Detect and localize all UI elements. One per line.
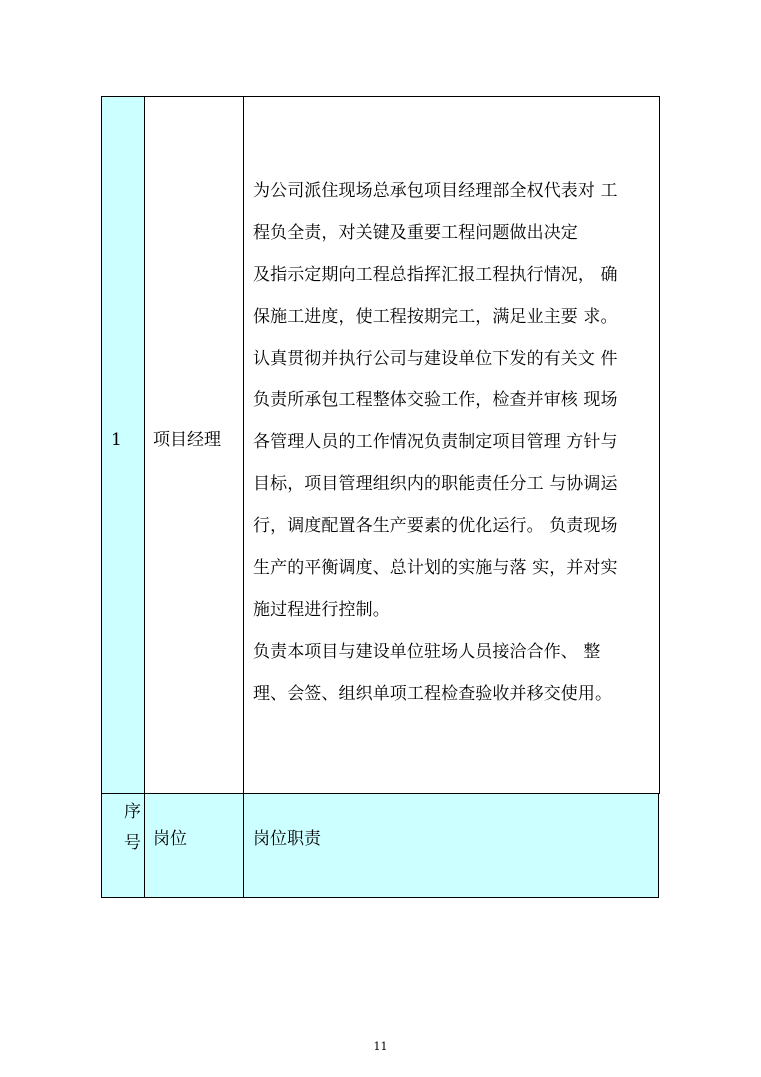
row-1-role-cell [144,96,244,794]
duty-line: 目标，项目管理组织内的职能责任分工 与协调运 [253,474,618,495]
header-number-line: 号 [124,833,141,853]
row-1-duty-text [253,176,653,721]
duty-line: 为公司派住现场总承包项目经理部全权代表对 工 [253,181,618,201]
duty-line: 负责所承包工程整体交验工作，检查并审核 现场 [253,390,618,411]
duty-line: 施过程进行控制。 [253,599,390,620]
header-duty: 岗位职责 [253,829,321,849]
row-1-number-cell [101,96,145,794]
duty-line: 各管理人员的工作情况负责制定项目管理 方针与 [253,432,618,453]
header-number [121,797,141,859]
header-role-cell [144,793,244,898]
page-number: 11 [373,1040,388,1053]
duty-line: 认真贯彻并执行公司与建设单位下发的有关文 件 [253,348,618,369]
duty-line: 程负全责，对关键及重要工程问题做出决定 [253,222,578,243]
duty-line: 理、会签、组织单项工程检查验收并移交使用。 [253,683,613,704]
row-1-role: 项目经理 [153,430,221,450]
duty-line: 保施工进度，使工程按期完工，满足业主要 求。 [253,306,618,327]
row-1-duty-cell [243,96,660,794]
header-number-line: 序 [124,802,141,822]
header-number-cell [101,793,145,898]
header-duty-cell [243,793,659,898]
row-1-number: 1 [111,430,122,450]
duty-line: 行，调度配置各生产要素的优化运行。 负责现场 [253,516,618,537]
duty-line: 及指示定期向工程总指挥汇报工程执行情况， 确 [253,264,618,285]
duty-line: 负责本项目与建设单位驻场人员接洽合作、 整 [253,641,601,662]
duty-line: 生产的平衡调度、总计划的实施与落 实，并对实 [253,558,618,579]
header-role: 岗位 [153,829,187,849]
